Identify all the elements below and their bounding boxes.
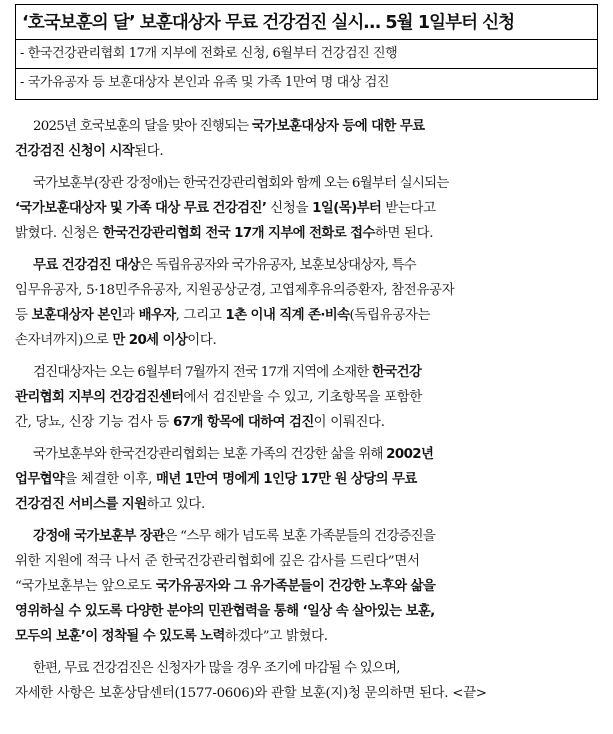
bold-text: 국가보훈대상자 등에 대한 무료 bbox=[251, 119, 425, 134]
text: 간, 당뇨, 신장 기능 검사 등 bbox=[15, 415, 174, 430]
text: 이 이뤄진다. bbox=[313, 415, 385, 430]
text: 은 “스무 해가 넘도록 보훈 가족분들의 건강증진을 bbox=[164, 529, 436, 544]
bold-text: 건강검진 신청이 시작 bbox=[15, 144, 135, 159]
paragraph-line bbox=[15, 196, 598, 221]
paragraph-line bbox=[15, 656, 598, 681]
bold-text: 한국건강 bbox=[372, 365, 422, 380]
bold-text: 만 20세 이상 bbox=[112, 333, 188, 348]
text: 신청을 bbox=[266, 201, 313, 216]
paragraph bbox=[15, 360, 598, 435]
paragraph-line bbox=[15, 574, 598, 599]
bold-text: 2002년 bbox=[386, 447, 434, 462]
article-body bbox=[15, 100, 598, 706]
paragraph bbox=[15, 442, 598, 517]
bold-text: 67개 항목에 대하여 검진 bbox=[173, 415, 314, 430]
text: 한편, 무료 건강검진은 신청자가 많을 경우 조기에 마감될 수 있으며, bbox=[33, 661, 400, 676]
bold-text: 영위하실 수 있도록 다양한 분야의 민관협력을 통해 ‘일상 속 살아있는 보훈, bbox=[15, 604, 435, 619]
paragraph-line bbox=[15, 328, 598, 353]
bold-text: 배우자 bbox=[138, 308, 176, 323]
paragraph bbox=[15, 524, 598, 649]
text: 위한 지원에 적극 나서 준 한국건강관리협회에 깊은 감사를 드린다”면서 bbox=[15, 554, 420, 569]
paragraph-line bbox=[15, 467, 598, 492]
bold-text: 보훈대상자 본인 bbox=[31, 308, 123, 323]
headline-subtitle-2: - 국가유공자 등 보훈대상자 본인과 유족 및 가족 1만여 명 대상 검진 bbox=[20, 75, 390, 90]
bold-text: 매년 1만여 명에게 1인당 17만 원 상당의 무료 bbox=[155, 472, 417, 487]
headline-subtitle-1: - 한국건강관리협회 17개 지부에 전화로 신청, 6월부터 건강검진 진행 bbox=[20, 46, 398, 61]
bold-text: ‘국가보훈대상자 및 가족 대상 무료 건강검진’ bbox=[15, 201, 267, 216]
text: 국가보훈부와 한국건강관리협회는 보훈 가족의 건강한 삶을 위해 bbox=[33, 447, 387, 462]
paragraph-line bbox=[15, 385, 598, 410]
paragraph-line bbox=[15, 410, 598, 435]
text: (독립유공자는 bbox=[349, 308, 431, 323]
text: 임무유공자, 5·18민주유공자, 지원공상군경, 고엽제후유의증환자, 참전유공자 bbox=[15, 283, 455, 298]
text: 과 bbox=[122, 308, 139, 323]
paragraph-line bbox=[15, 139, 598, 164]
bold-text: 업무협약 bbox=[15, 472, 65, 487]
paragraph-line bbox=[15, 114, 598, 139]
text: 국가보훈부(장관 강정애)는 한국건강관리협회와 함께 오는 6월부터 실시되는 bbox=[33, 176, 449, 191]
paragraph bbox=[15, 171, 598, 246]
text: 을 체결한 이후, bbox=[64, 472, 156, 487]
text: 검진대상자는 오는 6월부터 7월까지 전국 17개 지역에 소재한 bbox=[33, 365, 372, 380]
bold-text: 모두의 보훈’이 정착될 수 있도록 노력 bbox=[15, 629, 225, 644]
paragraph-line bbox=[15, 221, 598, 246]
text: 에서 검진받을 수 있고, 기초항목을 포함한 bbox=[183, 390, 423, 405]
text: 받는다고 bbox=[381, 201, 436, 216]
text: 이다. bbox=[187, 333, 217, 348]
text: “국가보훈부는 앞으로도 bbox=[15, 579, 156, 594]
paragraph-line bbox=[15, 599, 598, 624]
headline-title: ‘호국보훈의 달’ 보훈대상자 무료 건강검진 실시… 5월 1일부터 신청 bbox=[22, 13, 515, 33]
headline-box bbox=[15, 4, 598, 100]
paragraph-line bbox=[15, 524, 598, 549]
paragraph bbox=[15, 656, 598, 706]
bold-text: 한국건강관리협회 전국 17개 지부에 전화로 접수 bbox=[102, 226, 375, 241]
paragraph-line bbox=[15, 624, 598, 649]
text: 밝혔다. 신청은 bbox=[15, 226, 103, 241]
text: 2025년 호국보훈의 달을 맞아 진행되는 bbox=[33, 119, 252, 134]
bold-text: 1촌 이내 직계 존·비속 bbox=[225, 308, 350, 323]
paragraph-line bbox=[15, 278, 598, 303]
paragraph-line bbox=[15, 549, 598, 574]
text: 등 bbox=[15, 308, 32, 323]
paragraph bbox=[15, 114, 598, 164]
paragraph-line bbox=[15, 681, 598, 706]
text: 자세한 사항은 보훈상담센터(1577-0606)와 관할 보훈(지)청 문의하면 된다. <끝> bbox=[15, 686, 487, 701]
text: 하겠다”고 밝혔다. bbox=[224, 629, 328, 644]
paragraph-line bbox=[15, 253, 598, 278]
text: 손자녀까지)으로 bbox=[15, 333, 113, 348]
paragraph-line bbox=[15, 303, 598, 328]
bold-text: 강정애 국가보훈부 장관 bbox=[33, 529, 165, 544]
paragraph-line bbox=[15, 492, 598, 517]
paragraph-line bbox=[15, 171, 598, 196]
paragraph-line bbox=[15, 360, 598, 385]
text: 하면 된다. bbox=[374, 226, 434, 241]
paragraph-line bbox=[15, 442, 598, 467]
text: 은 독립유공자와 국가유공자, 보훈보상대상자, 특수 bbox=[139, 258, 416, 273]
bold-text: 건강검진 서비스를 지원 bbox=[15, 497, 147, 512]
text: , 그리고 bbox=[175, 308, 226, 323]
bold-text: 관리협회 지부의 건강검진센터 bbox=[15, 390, 184, 405]
bold-text: 1일(목)부터 bbox=[312, 201, 382, 216]
bold-text: 국가유공자와 그 유가족분들이 건강한 노후와 삶을 bbox=[155, 579, 436, 594]
paragraph bbox=[15, 253, 598, 353]
text: 된다. bbox=[134, 144, 164, 159]
bold-text: 무료 건강검진 대상 bbox=[33, 258, 140, 273]
text: 하고 있다. bbox=[146, 497, 205, 512]
